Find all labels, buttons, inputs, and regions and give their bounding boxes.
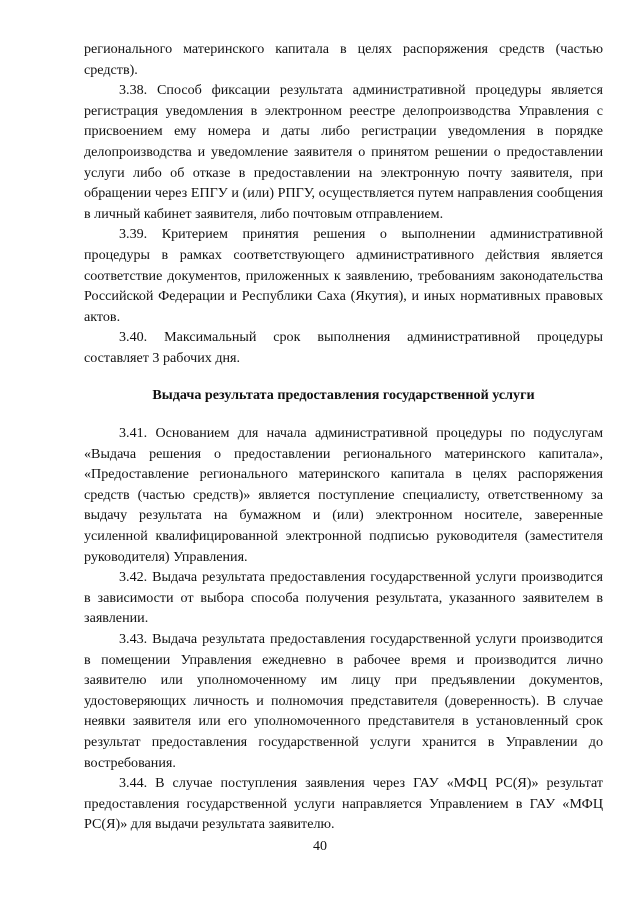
paragraph-3-43: 3.43. Выдача результата предоставления государственной услуги производится в помещении Управления ежедневно в рабочее время и производится лично заявителю или уполномоченному им лицу при предъявлении документов, удостоверяющих личность и полномочия представителя (доверенность). В случае неявки заявителя или его уполномоченного представителя в установленный срок результат предоставления государственной услуги хранится в Управлении до востребования.: [84, 631, 603, 771]
paragraph-3-40: 3.40. Максимальный срок выполнения административной процедуры составляет 3 рабочих дня.: [84, 329, 603, 366]
paragraph-3-39: 3.39. Критерием принятия решения о выполнении административной процедуры в рамках соответствующего административного действия является соответствие документов, приложенных к заявлению, требованиям законодательства Российской Федерации и Республики Саха (Якутия), и иных нормативных правовых актов.: [84, 226, 603, 325]
page-number: 40: [313, 839, 327, 854]
paragraph-3-38: 3.38. Способ фиксации результата административной процедуры является регистрация уведомления в электронном реестре делопроизводства Управления с присвоением ему номера и даты либо регистрации уведомления в порядке делопроизводства и уведомление заявителя о принятом решении о предоставлении услуги либо об отказе в предоставлении на электронную почту заявителя, при обращении через ЕПГУ и (или) РПГУ, осуществляется путем направления сообщения в личный кабинет заявителя, либо почтовым отправлением.: [84, 82, 603, 222]
section-heading: Выдача результата предоставления государственной услуги: [152, 386, 535, 403]
document-page: [84, 39, 603, 835]
paragraph-3-42: 3.42. Выдача результата предоставления государственной услуги производится в зависимости от выбора способа получения результата, указанного заявителем в заявлении.: [84, 569, 603, 627]
paragraph-3-44: 3.44. В случае поступления заявления через ГАУ «МФЦ РС(Я)» результат предоставления государственной услуги направляется Управлением в ГАУ «МФЦ РС(Я)» для выдачи результата заявителю.: [84, 775, 603, 833]
paragraph-continuation: регионального материнского капитала в целях распоряжения средств (частью средств).: [84, 41, 603, 78]
paragraph-3-41: 3.41. Основанием для начала административной процедуры по подуслугам «Выдача решения о предоставлении регионального материнского капитала», «Предоставление регионального материнского капитала в целях распоряжения средств (частью средств)» является поступление специалисту, ответственному за выдачу результата на бумажном и (или) электронном носителе, заверенные усиленной квалифицированной электронной подписью руководителя (заместителя руководителя) Управления.: [84, 425, 603, 565]
